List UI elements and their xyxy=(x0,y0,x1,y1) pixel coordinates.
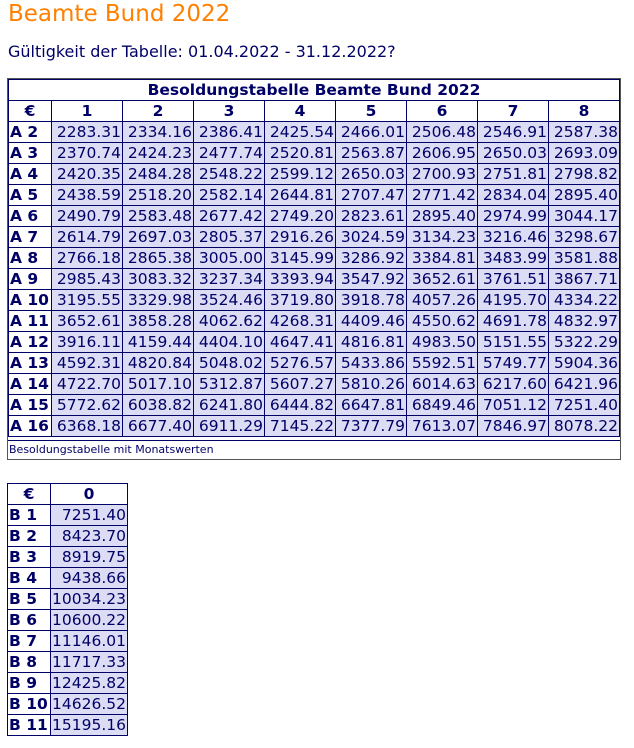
salary-cell: 4409.46 xyxy=(336,311,407,332)
salary-cell: 4159.44 xyxy=(123,332,194,353)
column-header: 1 xyxy=(52,101,123,122)
salary-cell: 5276.57 xyxy=(265,353,336,374)
salary-cell: 2697.03 xyxy=(123,227,194,248)
salary-cell: 7613.07 xyxy=(407,416,478,437)
salary-cell: 2644.81 xyxy=(265,185,336,206)
salary-cell: 4268.31 xyxy=(265,311,336,332)
salary-cell: 5749.77 xyxy=(478,353,549,374)
salary-cell: 3547.92 xyxy=(336,269,407,290)
grade-label: B 8 xyxy=(8,652,51,673)
salary-cell: 8423.70 xyxy=(51,526,128,547)
salary-cell: 2751.81 xyxy=(478,164,549,185)
salary-cell: 10034.23 xyxy=(52,590,126,608)
currency-header: € xyxy=(9,101,52,122)
salary-cell: 6647.81 xyxy=(336,395,407,416)
salary-cell: 2916.26 xyxy=(265,227,336,248)
grade-label: A 15 xyxy=(9,395,52,416)
grade-label: A 7 xyxy=(9,227,52,248)
table-row xyxy=(9,248,620,269)
table-row xyxy=(9,269,620,290)
salary-cell: 7251.40 xyxy=(51,505,128,526)
salary-cell: 3916.11 xyxy=(52,332,123,353)
salary-cell: 2606.95 xyxy=(407,143,478,164)
grade-label: A 13 xyxy=(9,353,52,374)
table-row xyxy=(9,122,620,143)
column-header: 5 xyxy=(336,101,407,122)
salary-cell: 9438.66 xyxy=(51,568,128,589)
grade-label: B 4 xyxy=(8,568,51,589)
table-row xyxy=(9,311,620,332)
salary-cell: 11146.01 xyxy=(52,632,126,650)
salary-cell: 3524.46 xyxy=(194,290,265,311)
salary-cell: 2438.59 xyxy=(52,185,123,206)
salary-cell: 3867.71 xyxy=(549,269,620,290)
table-row xyxy=(9,395,620,416)
table-row xyxy=(9,227,620,248)
salary-cell: 4550.62 xyxy=(407,311,478,332)
salary-cell: 2614.79 xyxy=(52,227,123,248)
grade-label: A 12 xyxy=(9,332,52,353)
salary-cell: 2895.40 xyxy=(549,185,620,206)
salary-cell: 3918.78 xyxy=(336,290,407,311)
salary-cell: 2677.42 xyxy=(194,206,265,227)
validity-text: Gültigkeit der Tabelle: 01.04.2022 - 31.12.2022? xyxy=(8,42,396,61)
grade-label: A 10 xyxy=(9,290,52,311)
salary-cell: 2749.20 xyxy=(265,206,336,227)
salary-cell: 3329.98 xyxy=(123,290,194,311)
salary-table-a xyxy=(8,79,620,437)
salary-cell: 12425.82 xyxy=(52,674,126,692)
salary-cell: 2771.42 xyxy=(407,185,478,206)
salary-cell: 3298.67 xyxy=(549,227,620,248)
grade-label: A 6 xyxy=(9,206,52,227)
salary-cell: 3719.80 xyxy=(265,290,336,311)
salary-cell: 2386.41 xyxy=(194,122,265,143)
table-caption: Besoldungstabelle Beamte Bund 2022 xyxy=(9,80,620,101)
table-row xyxy=(8,673,128,694)
salary-cell: 11717.33 xyxy=(52,653,126,671)
table-row xyxy=(8,652,128,673)
table-row xyxy=(9,185,620,206)
salary-cell: 6911.29 xyxy=(194,416,265,437)
table-row xyxy=(8,547,128,568)
salary-cell: 4057.26 xyxy=(407,290,478,311)
table-row xyxy=(9,332,620,353)
salary-cell: 5151.55 xyxy=(478,332,549,353)
table-row xyxy=(8,715,128,736)
table-footnote: Besoldungstabelle mit Monatswerten xyxy=(8,440,620,459)
salary-cell: 8919.75 xyxy=(51,547,128,568)
salary-cell: 3044.17 xyxy=(549,206,620,227)
salary-cell: 6444.82 xyxy=(265,395,336,416)
salary-cell: 6241.80 xyxy=(194,395,265,416)
salary-cell: 2484.28 xyxy=(123,164,194,185)
salary-cell: 2424.23 xyxy=(123,143,194,164)
salary-cell: 4820.84 xyxy=(123,353,194,374)
salary-cell: 6849.46 xyxy=(407,395,478,416)
salary-cell: 2518.20 xyxy=(123,185,194,206)
salary-cell: 2985.43 xyxy=(52,269,123,290)
grade-label: A 11 xyxy=(9,311,52,332)
currency-header: € xyxy=(8,484,51,505)
salary-cell: 3005.00 xyxy=(194,248,265,269)
salary-cell: 2583.48 xyxy=(123,206,194,227)
salary-cell: 2650.03 xyxy=(478,143,549,164)
grade-label: B 7 xyxy=(8,631,51,652)
table-row xyxy=(9,416,620,437)
salary-cell: 2466.01 xyxy=(336,122,407,143)
salary-cell: 4592.31 xyxy=(52,353,123,374)
grade-label: B 6 xyxy=(8,610,51,631)
salary-cell: 10600.22 xyxy=(52,611,126,629)
salary-cell: 4062.62 xyxy=(194,311,265,332)
salary-cell: 6677.40 xyxy=(123,416,194,437)
table-row xyxy=(9,143,620,164)
grade-label: A 4 xyxy=(9,164,52,185)
salary-cell: 2865.38 xyxy=(123,248,194,269)
salary-cell: 2650.03 xyxy=(336,164,407,185)
column-header: 7 xyxy=(478,101,549,122)
table-row xyxy=(9,164,620,185)
table-row xyxy=(8,589,128,610)
salary-cell: 5312.87 xyxy=(194,374,265,395)
salary-cell: 7145.22 xyxy=(265,416,336,437)
table-row xyxy=(8,610,128,631)
salary-cell: 4983.50 xyxy=(407,332,478,353)
page-title: Beamte Bund 2022 xyxy=(8,1,231,27)
salary-cell: 7251.40 xyxy=(549,395,620,416)
salary-cell: 3286.92 xyxy=(336,248,407,269)
table-b-container xyxy=(7,483,128,736)
table-row xyxy=(9,206,620,227)
salary-cell: 5017.10 xyxy=(123,374,194,395)
salary-cell: 2546.91 xyxy=(478,122,549,143)
salary-cell: 5607.27 xyxy=(265,374,336,395)
grade-label: B 3 xyxy=(8,547,51,568)
grade-label: A 16 xyxy=(9,416,52,437)
grade-label: A 3 xyxy=(9,143,52,164)
salary-cell: 3483.99 xyxy=(478,248,549,269)
table-row xyxy=(8,568,128,589)
salary-cell: 2520.81 xyxy=(265,143,336,164)
table-row xyxy=(9,353,620,374)
column-header: 4 xyxy=(265,101,336,122)
salary-cell: 5322.29 xyxy=(549,332,620,353)
salary-cell: 2420.35 xyxy=(52,164,123,185)
salary-cell: 2798.82 xyxy=(549,164,620,185)
salary-cell: 2693.09 xyxy=(549,143,620,164)
salary-cell: 3195.55 xyxy=(52,290,123,311)
salary-cell: 2834.04 xyxy=(478,185,549,206)
salary-cell: 7846.97 xyxy=(478,416,549,437)
table-row xyxy=(8,505,128,526)
salary-cell: 2506.48 xyxy=(407,122,478,143)
table-header-row xyxy=(8,484,128,505)
salary-cell: 2334.16 xyxy=(123,122,194,143)
salary-cell: 3581.88 xyxy=(549,248,620,269)
column-header: 2 xyxy=(123,101,194,122)
grade-label: B 9 xyxy=(8,673,51,694)
salary-cell: 5433.86 xyxy=(336,353,407,374)
salary-cell: 3384.81 xyxy=(407,248,478,269)
salary-cell: 3761.51 xyxy=(478,269,549,290)
grade-label: B 1 xyxy=(8,505,51,526)
table-a-container xyxy=(7,78,621,460)
grade-label: A 5 xyxy=(9,185,52,206)
salary-cell: 3858.28 xyxy=(123,311,194,332)
salary-cell: 6038.82 xyxy=(123,395,194,416)
salary-cell: 2425.54 xyxy=(265,122,336,143)
salary-cell: 3024.59 xyxy=(336,227,407,248)
salary-cell: 3216.46 xyxy=(478,227,549,248)
salary-cell: 2477.74 xyxy=(194,143,265,164)
salary-cell: 2805.37 xyxy=(194,227,265,248)
salary-cell: 3393.94 xyxy=(265,269,336,290)
salary-cell: 2974.99 xyxy=(478,206,549,227)
salary-cell: 2563.87 xyxy=(336,143,407,164)
salary-cell: 3134.23 xyxy=(407,227,478,248)
salary-cell: 2587.38 xyxy=(549,122,620,143)
salary-cell: 2700.93 xyxy=(407,164,478,185)
salary-cell: 2599.12 xyxy=(265,164,336,185)
salary-cell: 8078.22 xyxy=(549,416,620,437)
grade-label: B 5 xyxy=(8,589,51,610)
salary-cell: 6217.60 xyxy=(478,374,549,395)
salary-cell: 2370.74 xyxy=(52,143,123,164)
grade-label: B 2 xyxy=(8,526,51,547)
salary-cell: 4647.41 xyxy=(265,332,336,353)
column-header: 6 xyxy=(407,101,478,122)
salary-cell: 6368.18 xyxy=(52,416,123,437)
salary-cell: 4722.70 xyxy=(52,374,123,395)
salary-cell: 2895.40 xyxy=(407,206,478,227)
grade-label: A 8 xyxy=(9,248,52,269)
salary-cell: 4832.97 xyxy=(549,311,620,332)
salary-cell: 3145.99 xyxy=(265,248,336,269)
grade-label: B 10 xyxy=(8,694,51,715)
salary-cell: 4195.70 xyxy=(478,290,549,311)
salary-cell: 2548.22 xyxy=(194,164,265,185)
grade-label: A 14 xyxy=(9,374,52,395)
salary-cell: 3652.61 xyxy=(407,269,478,290)
salary-cell: 2707.47 xyxy=(336,185,407,206)
salary-cell: 7051.12 xyxy=(478,395,549,416)
salary-cell: 5048.02 xyxy=(194,353,265,374)
salary-cell: 4404.10 xyxy=(194,332,265,353)
salary-cell: 4691.78 xyxy=(478,311,549,332)
grade-label: A 2 xyxy=(9,122,52,143)
table-row xyxy=(8,526,128,547)
table-row xyxy=(9,290,620,311)
salary-table-b xyxy=(7,483,128,736)
salary-cell: 7377.79 xyxy=(336,416,407,437)
salary-cell: 3652.61 xyxy=(52,311,123,332)
salary-cell: 5904.36 xyxy=(549,353,620,374)
salary-cell: 5592.51 xyxy=(407,353,478,374)
salary-cell: 3083.32 xyxy=(123,269,194,290)
salary-cell: 15195.16 xyxy=(52,716,126,734)
table-header-row xyxy=(9,101,620,122)
salary-cell: 2490.79 xyxy=(52,206,123,227)
salary-cell: 2582.14 xyxy=(194,185,265,206)
table-row xyxy=(8,694,128,715)
column-header: 0 xyxy=(51,484,128,505)
column-header: 8 xyxy=(549,101,620,122)
grade-label: B 11 xyxy=(8,715,51,736)
salary-cell: 2823.61 xyxy=(336,206,407,227)
salary-cell: 2283.31 xyxy=(52,122,123,143)
grade-label: A 9 xyxy=(9,269,52,290)
table-row xyxy=(9,374,620,395)
salary-cell: 4334.22 xyxy=(549,290,620,311)
salary-cell: 5772.62 xyxy=(52,395,123,416)
salary-cell: 6421.96 xyxy=(549,374,620,395)
salary-cell: 3237.34 xyxy=(194,269,265,290)
salary-cell: 14626.52 xyxy=(52,695,126,713)
column-header: 3 xyxy=(194,101,265,122)
table-row xyxy=(8,631,128,652)
salary-cell: 5810.26 xyxy=(336,374,407,395)
salary-cell: 6014.63 xyxy=(407,374,478,395)
salary-cell: 2766.18 xyxy=(52,248,123,269)
salary-cell: 4816.81 xyxy=(336,332,407,353)
